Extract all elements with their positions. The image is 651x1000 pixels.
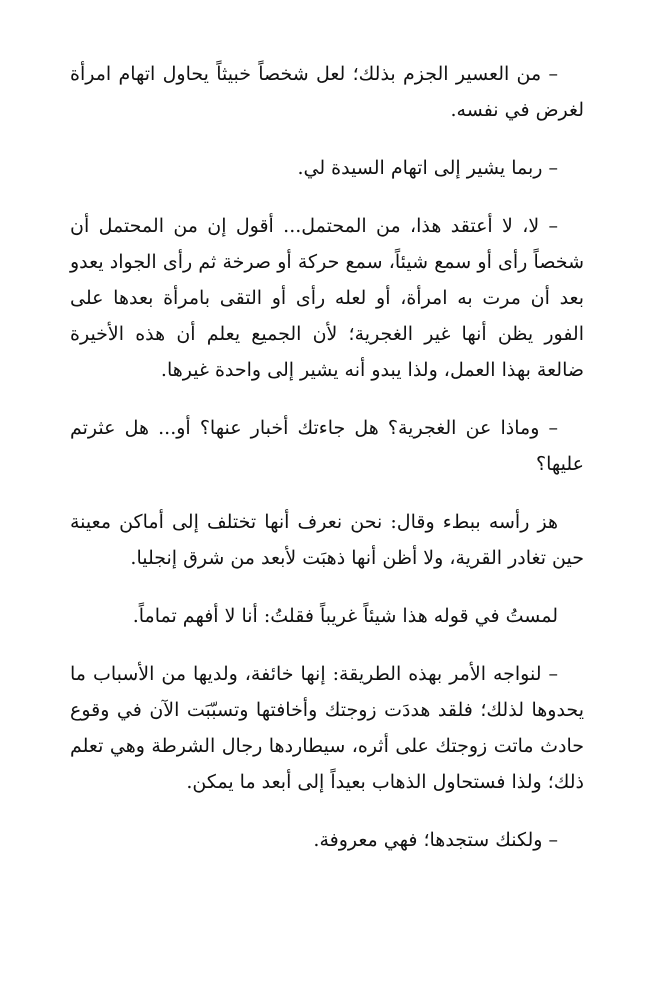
paragraph-7: – لنواجه الأمر بهذه الطريقة: إنها خائفة، ولديها من الأسباب ما يحدوها لذلك؛ فلقد هددَت زوجتك وأخافتها وتسبّبَت الآن في وقوع حادث ماتت زوجتك على أثره، سيطاردها رجال الشرطة وهي تعلم ذلك؛ ولذا فستحاول الذهاب بعيداً إلى أبعد ما يمكن. <box>70 663 584 793</box>
paragraph-6: لمستُ في قوله هذا شيئاً غريباً فقلتُ: أنا لا أفهم تماماً. <box>132 605 558 627</box>
paragraph-3: – لا، لا أعتقد هذا، من المحتمل... أقول إن من المحتمل أن شخصاً رأى أو سمع شيئاً، سمع حركة أو صرخة ثم رأى الجواد يعدو بعد أن مرت به امرأة، أو لعله رأى أو التقى بامرأة بعدها على الفور يظن أنها غير الغجرية؛ لأن الجميع يعلم أن هذه الأخيرة ضالعة بهذا العمل، ولذا يبدو أنه يشير إلى واحدة غيرها. <box>70 215 584 381</box>
paragraph-2: – ربما يشير إلى اتهام السيدة لي. <box>297 157 558 179</box>
paragraph-1: – من العسير الجزم بذلك؛ لعل شخصاً خبيثاً يحاول اتهام امرأة لغرض في نفسه. <box>70 63 584 121</box>
paragraph-8: – ولكنك ستجدها؛ فهي معروفة. <box>313 829 558 851</box>
paragraph-5: هز رأسه ببطء وقال: نحن نعرف أنها تختلف إلى أماكن معينة حين تغادر القرية، ولا أظن أنها ذهبَت لأبعد من شرق إنجليا. <box>70 511 584 569</box>
paragraph-4: – وماذا عن الغجرية؟ هل جاءتك أخبار عنها؟ أو... هل عثرتم عليها؟ <box>70 417 584 475</box>
book-page <box>70 56 584 880</box>
